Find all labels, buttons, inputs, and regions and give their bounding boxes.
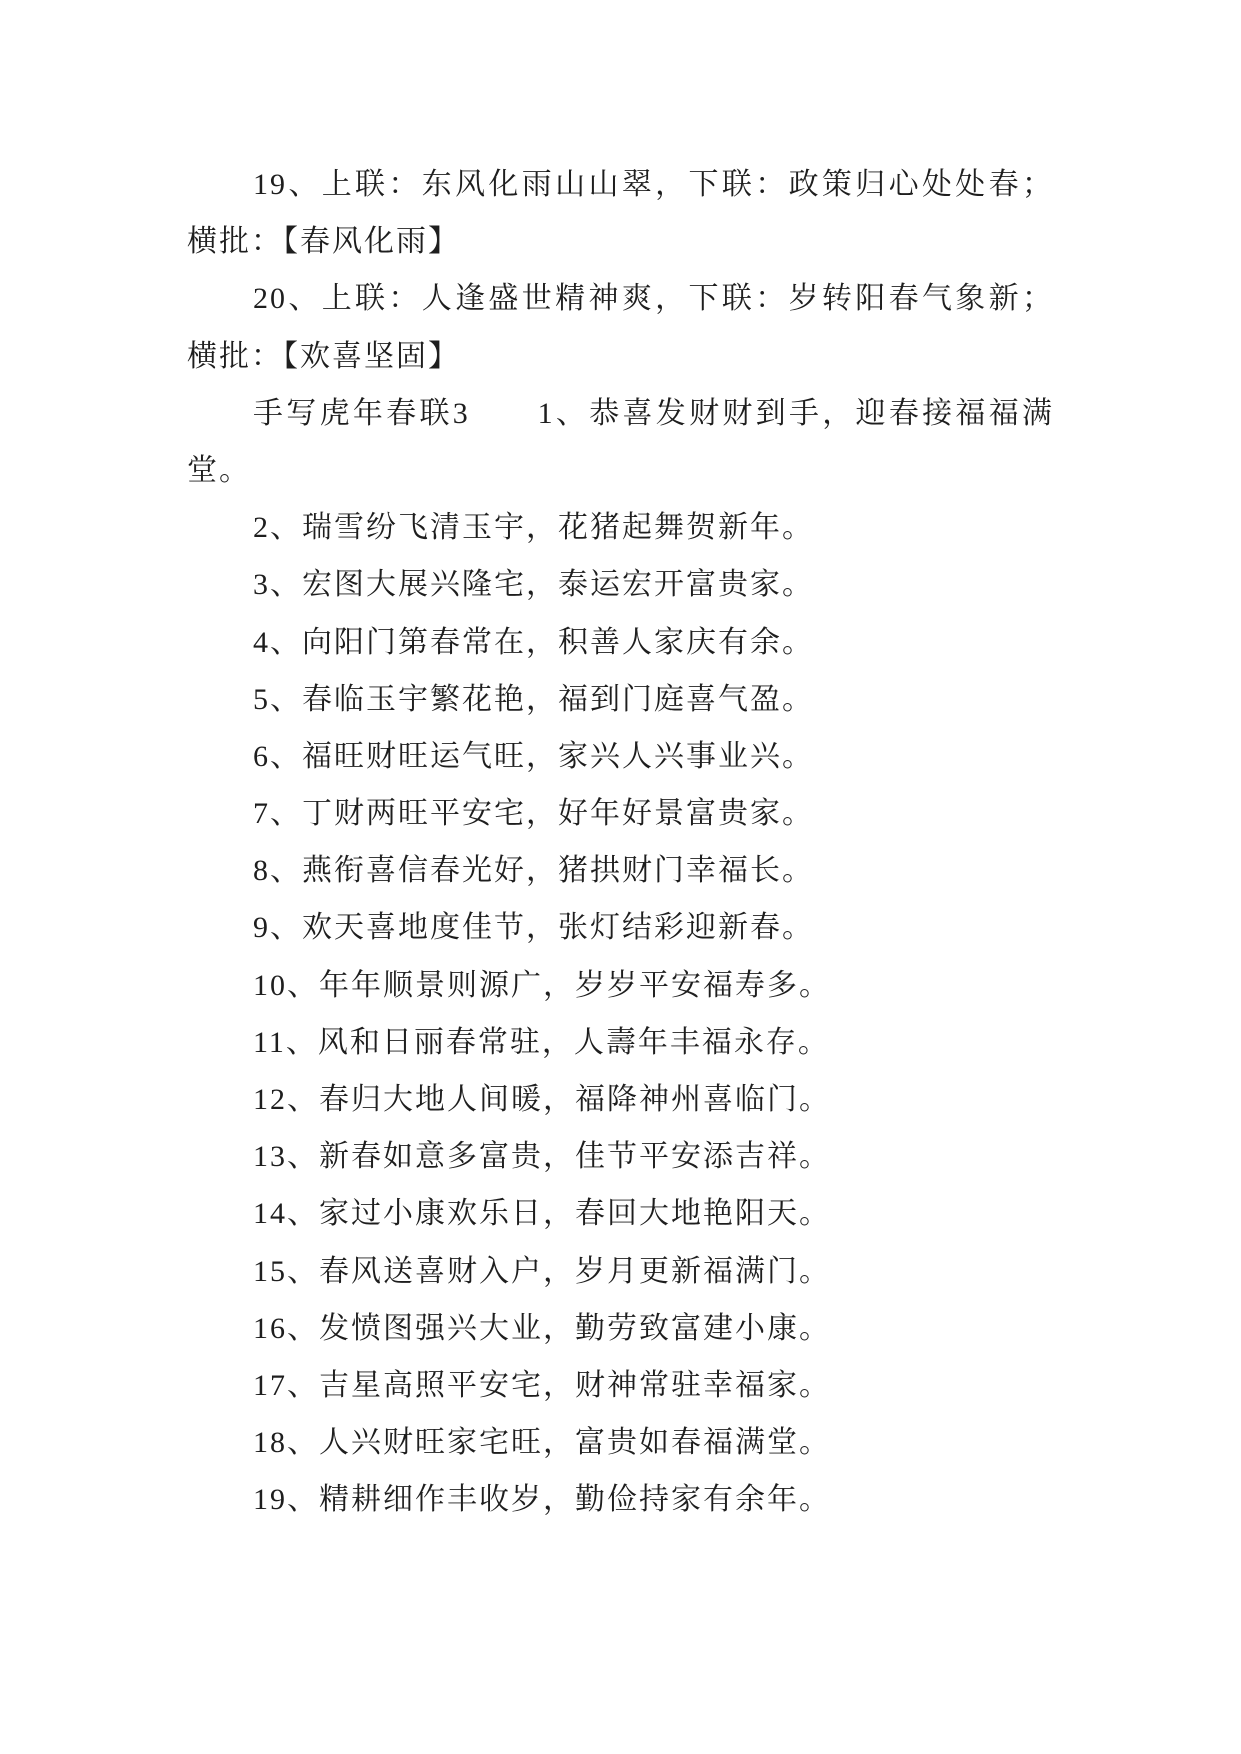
text-line: 堂。 [187, 453, 251, 487]
couplet-paragraph [187, 899, 1054, 956]
text-line: 13、新春如意多富贵，佳节平安添吉祥。 [253, 1140, 831, 1174]
couplet-paragraph [187, 842, 1054, 899]
couplet-paragraph [187, 270, 1054, 384]
text-line: 7、丁财两旺平安宅，好年好景富贵家。 [253, 797, 814, 831]
couplet-paragraph [187, 785, 1054, 842]
document-body [187, 156, 1054, 1529]
text-line: 3、宏图大展兴隆宅，泰运宏开富贵家。 [253, 568, 814, 602]
text-line: 12、春归大地人间暖，福降神州喜临门。 [253, 1083, 831, 1116]
text-line: 6、福旺财旺运气旺，家兴人兴事业兴。 [253, 739, 814, 773]
text-line: 19、精耕细作丰收岁，勤俭持家有余年。 [253, 1483, 831, 1517]
text-line: 16、发愤图强兴大业，勤劳致富建小康。 [253, 1311, 831, 1345]
couplet-paragraph [187, 1014, 1054, 1071]
text-line: 10、年年顺景则源广，岁岁平安福寿多。 [253, 968, 831, 1002]
text-line: 手写虎年春联3 1、恭喜发财财到手，迎春接福福满 [253, 396, 1054, 430]
couplet-paragraph [187, 156, 1054, 270]
couplet-paragraph [187, 499, 1054, 556]
couplet-paragraph [187, 1071, 1054, 1128]
text-line: 横批：【春风化雨】 [187, 225, 460, 259]
text-line: 8、燕衔喜信春光好，猪拱财门幸福长。 [253, 854, 814, 888]
text-line: 18、人兴财旺家宅旺，富贵如春福满堂。 [253, 1426, 831, 1460]
couplet-paragraph [187, 1300, 1054, 1357]
couplet-paragraph [187, 1414, 1054, 1471]
couplet-paragraph [187, 671, 1054, 728]
text-line: 19、上联：东风化雨山山翠，下联：政策归心处处春； [253, 168, 1054, 201]
couplet-paragraph [187, 614, 1054, 671]
text-line: 5、春临玉宇繁花艳，福到门庭喜气盈。 [253, 682, 814, 716]
couplet-paragraph [187, 728, 1054, 785]
text-line: 11、风和日丽春常驻，人壽年丰福永存。 [253, 1025, 830, 1059]
couplet-paragraph [187, 1471, 1054, 1528]
text-line: 2、瑞雪纷飞清玉宇，花猪起舞贺新年。 [253, 511, 814, 545]
couplet-paragraph [187, 1185, 1054, 1242]
couplet-paragraph [187, 1243, 1054, 1300]
couplet-paragraph [187, 1128, 1054, 1185]
text-line: 17、吉星高照平安宅，财神常驻幸福家。 [253, 1368, 831, 1402]
section-heading-paragraph [187, 385, 1054, 499]
text-line: 4、向阳门第春常在，积善人家庆有余。 [253, 625, 814, 659]
couplet-paragraph [187, 1357, 1054, 1414]
couplet-paragraph [187, 556, 1054, 613]
couplet-paragraph [187, 957, 1054, 1014]
text-line: 9、欢天喜地度佳节，张灯结彩迎新春。 [253, 911, 814, 945]
text-line: 横批：【欢喜坚固】 [187, 339, 460, 373]
text-line: 20、上联：人逢盛世精神爽，下联：岁转阳春气象新； [253, 282, 1054, 316]
text-line: 15、春风送喜财入户，岁月更新福满门。 [253, 1254, 831, 1288]
text-line: 14、家过小康欢乐日，春回大地艳阳天。 [253, 1197, 831, 1231]
